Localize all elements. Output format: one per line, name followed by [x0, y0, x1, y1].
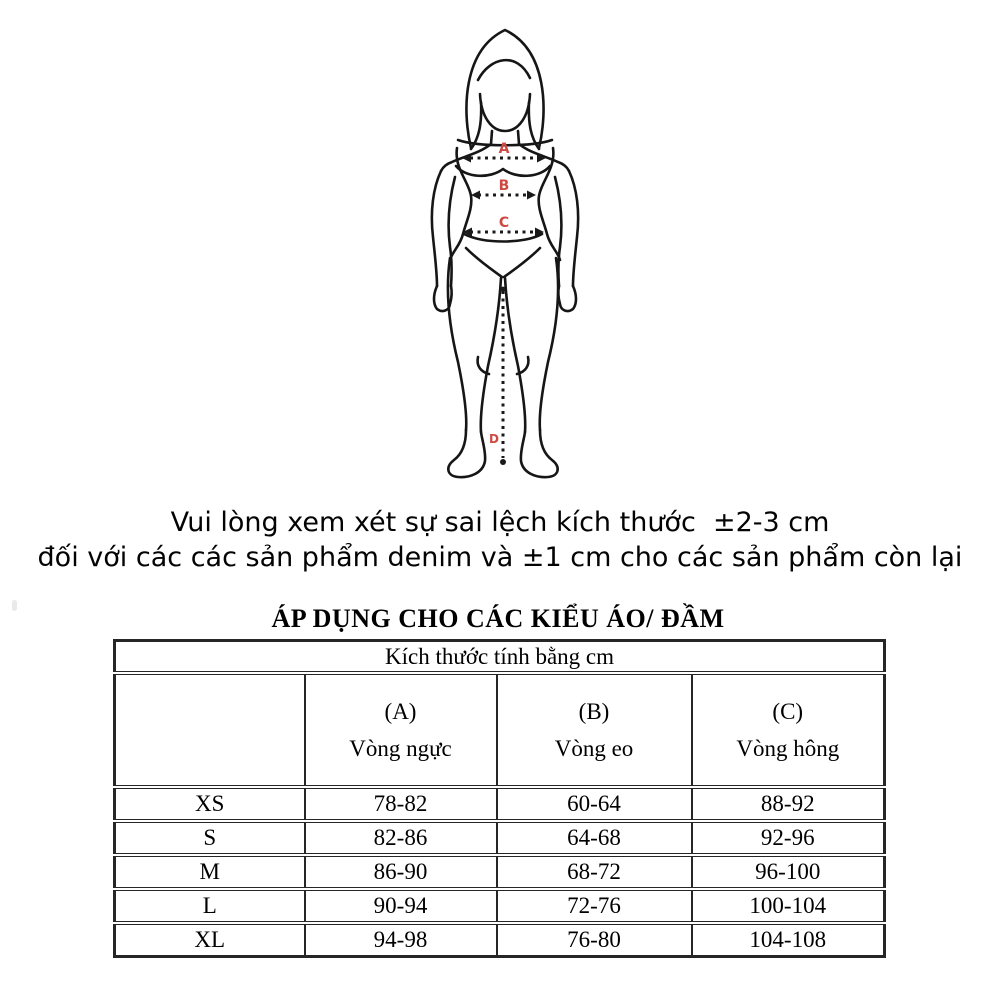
hair-fringe: [478, 60, 530, 80]
bust-cell: 82-86: [305, 821, 497, 855]
size-cell: S: [115, 821, 305, 855]
header-row: [115, 673, 885, 787]
hand-right: [558, 286, 576, 311]
arrow-left-icon: [462, 154, 471, 163]
table-row-m: [115, 855, 885, 889]
measure-line-waist: [471, 178, 536, 200]
leg-right-inner: [505, 278, 525, 432]
measure-label-waist: B: [498, 178, 510, 194]
neck-right: [518, 131, 519, 144]
table-row-xs: [115, 787, 885, 821]
hips-cell: 104-108: [692, 923, 885, 957]
hips-cell: 92-96: [692, 821, 885, 855]
size-chart-title: ÁP DỤNG CHO CÁC KIỂU ÁO/ ĐẦM: [271, 604, 725, 633]
leg-right-outer: [540, 258, 558, 430]
measure-label-inseam: D: [489, 432, 499, 446]
column-label: Vòng eo: [554, 736, 634, 761]
size-cell: M: [115, 855, 305, 889]
size-cell: XL: [115, 923, 305, 957]
hips-cell: 88-92: [692, 787, 885, 821]
size-cell: L: [115, 889, 305, 923]
waist-cell: 64-68: [497, 821, 692, 855]
hip-line: [464, 234, 542, 242]
bust-cell: 86-90: [305, 855, 497, 889]
bikini-right: [504, 248, 540, 277]
bust-cell: 90-94: [305, 889, 497, 923]
hair-inner-left: [471, 102, 481, 149]
unit-row: [115, 641, 885, 674]
hips-cell: 96-100: [692, 855, 885, 889]
underbust-line: [456, 166, 550, 176]
column-code: (A): [384, 699, 417, 724]
bust-cell: 78-82: [305, 787, 497, 821]
bikini-left: [466, 248, 502, 277]
waist-cell: 76-80: [497, 923, 692, 957]
hair-inner-right: [529, 102, 539, 149]
size-chart-table: [113, 639, 886, 958]
table-row-l: [115, 889, 885, 923]
scan-artifact: [12, 600, 17, 611]
table-row-xl: [115, 923, 885, 957]
neck-left: [491, 131, 492, 144]
bust-cell: 94-98: [305, 923, 497, 957]
waist-cell: 60-64: [497, 787, 692, 821]
foot-left: [448, 430, 485, 477]
measure-label-bust: A: [498, 141, 510, 157]
torso-left: [450, 148, 471, 260]
arm-left-outer: [432, 171, 441, 286]
torso-right: [539, 148, 560, 260]
column-label: Vòng ngực: [349, 736, 452, 761]
measure-label-hips: C: [498, 215, 510, 231]
waist-cell: 68-72: [497, 855, 692, 889]
corner-cell: [115, 673, 305, 787]
column-label: Vòng hông: [736, 736, 840, 761]
face-outline: [480, 94, 530, 131]
arrow-right-icon: [527, 191, 536, 200]
unit-note-cell: Kích thước tính bằng cm: [115, 641, 885, 674]
column-header-hips: [692, 673, 885, 787]
body-measurement-diagram: [350, 15, 650, 500]
measure-line-hips: [463, 215, 544, 237]
hips-cell: 100-104: [692, 889, 885, 923]
size-cell: XS: [115, 787, 305, 821]
female-body-outline: [432, 30, 578, 477]
tolerance-note-line1: Vui lòng xem xét sự sai lệch kích thước ±2-3 cm: [170, 507, 830, 538]
arm-right-outer: [569, 171, 578, 286]
column-code: (B): [578, 699, 610, 724]
column-header-bust: [305, 673, 497, 787]
column-code: (C): [772, 699, 804, 724]
column-header-waist: [497, 673, 692, 787]
table-row-s: [115, 821, 885, 855]
tolerance-note-line2: đối với các các sản phẩm denim và ±1 cm cho các sản phẩm còn lại: [37, 542, 963, 573]
foot-right: [521, 430, 558, 477]
waist-cell: 72-76: [497, 889, 692, 923]
leg-left-inner: [481, 278, 501, 432]
size-chart-section: [113, 604, 883, 958]
tolerance-note: [0, 505, 1000, 575]
